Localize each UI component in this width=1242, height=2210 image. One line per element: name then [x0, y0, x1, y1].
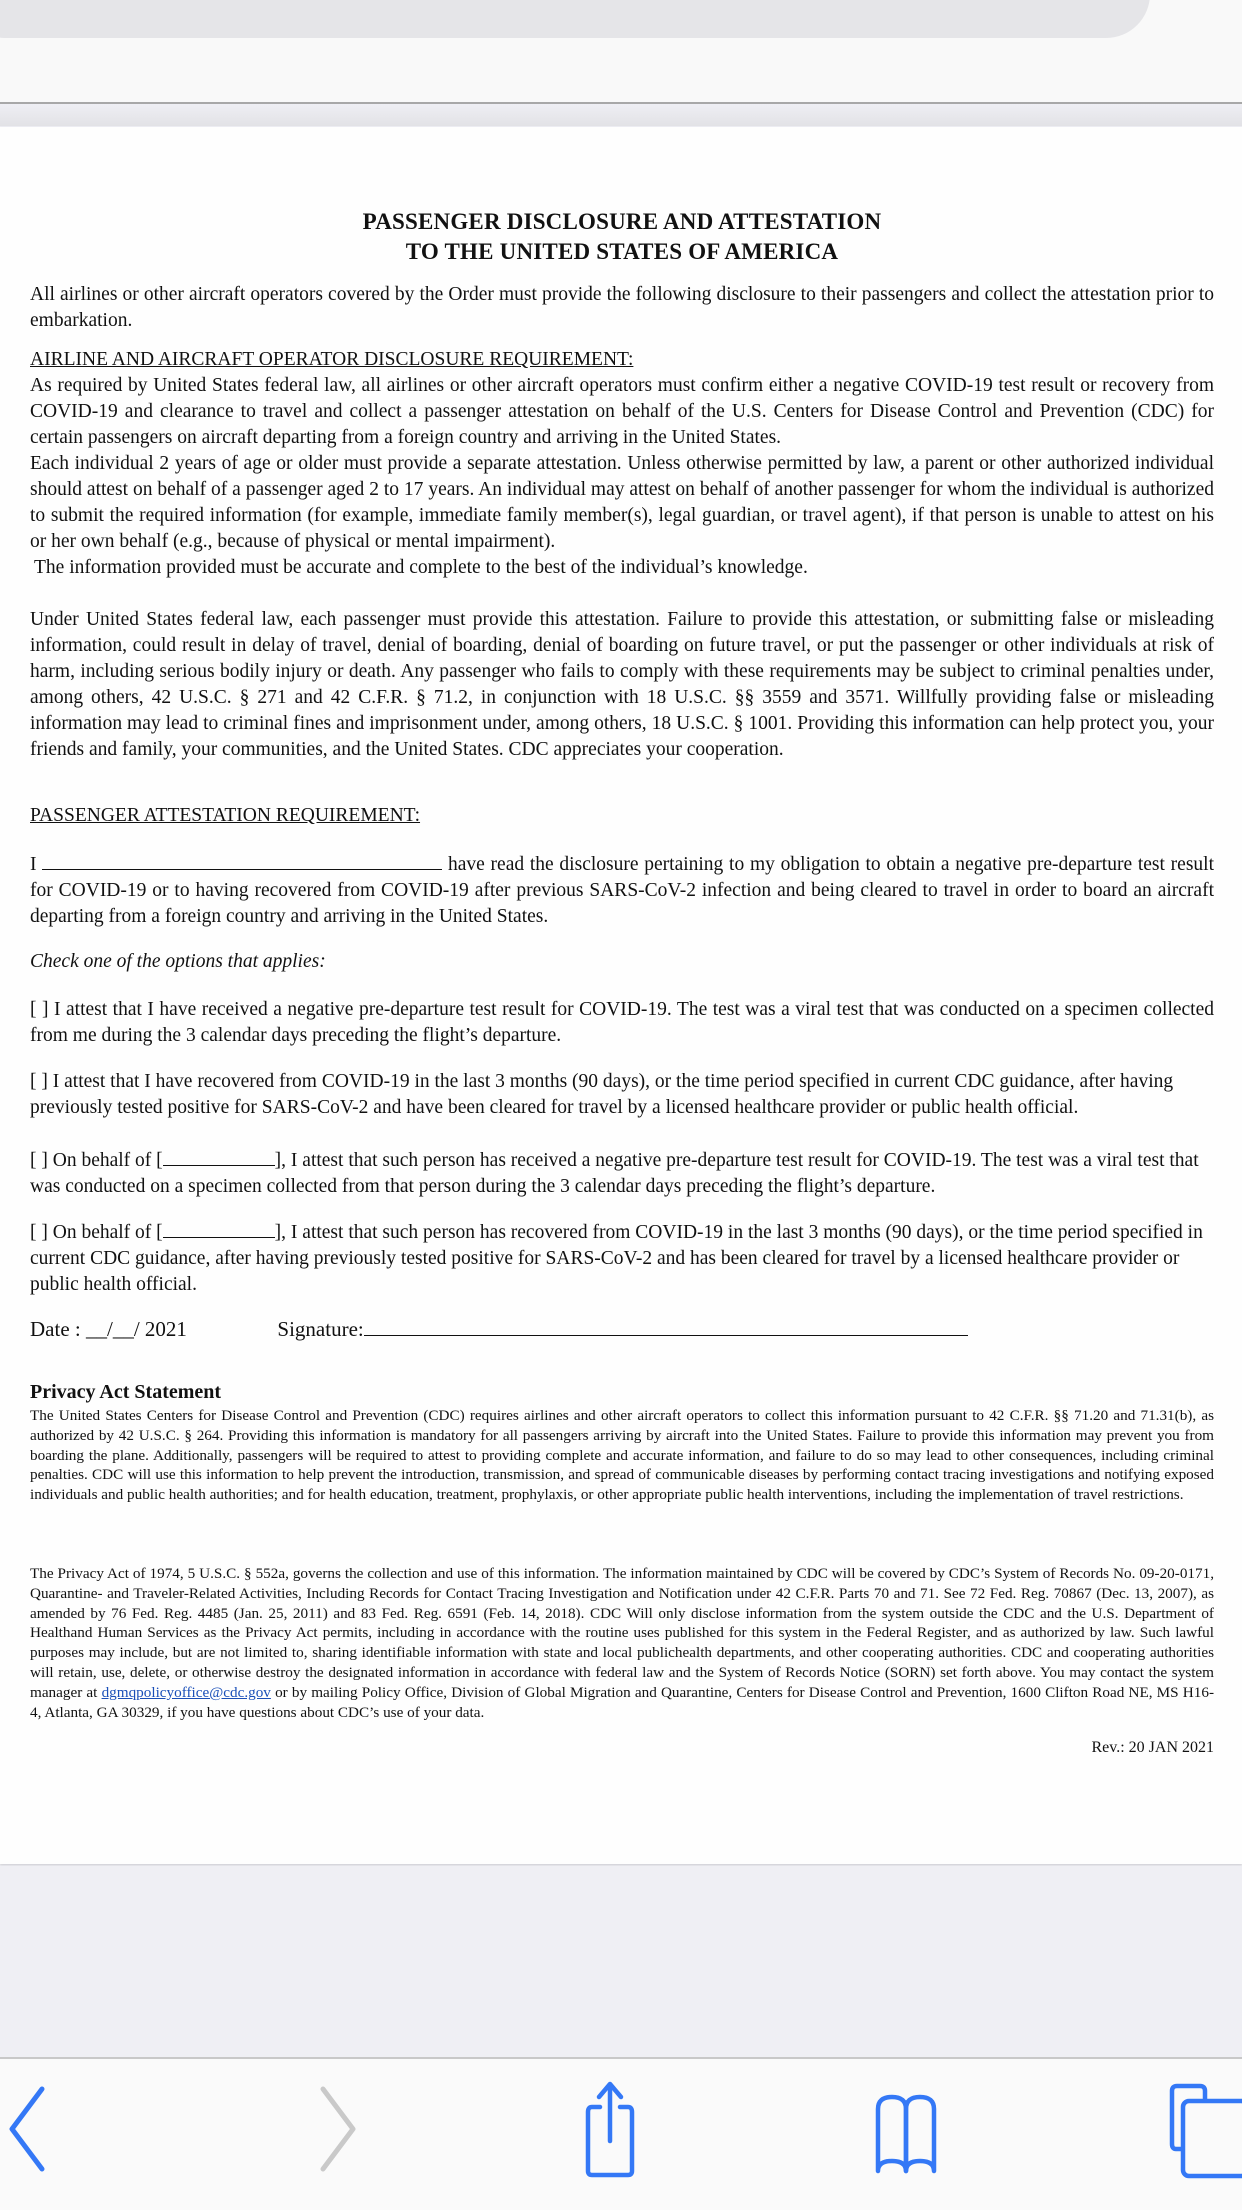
chevron-right-icon — [280, 2079, 370, 2179]
privacy-heading: Privacy Act Statement — [30, 1381, 222, 1403]
tabs-button[interactable] — [1160, 2079, 1242, 2179]
back-button[interactable] — [0, 2079, 90, 2179]
attestation-text: have read the disclosure pertaining to my obligation to obtain a negative pre-departure test result for COVID-19 or to having recovered from COVID-19 after previous SARS-CoV-2 infection and being cleared to travel in order to board an aircraft departing from a foreign country and arriving in the United States. — [30, 854, 1214, 927]
attestation-statement — [30, 851, 1214, 930]
option-3-suffix: ], — [274, 1150, 287, 1171]
revision-date: Rev.: 20 JAN 2021 — [1091, 1739, 1214, 1756]
option-2-checkbox[interactable]: [ ] — [30, 1071, 48, 1092]
option-4-text: I attest that such person has recovered from COVID-19 in the last 3 months (90 days), or the time period specified in current CDC guidance, after having previously tested positive for SARS-CoV-2 and has been cleared for travel by a licensed healthcare provider or public health official. — [30, 1222, 1203, 1295]
date-field[interactable]: __/__/ 2021 — [85, 1317, 187, 1341]
option-3-person-field[interactable] — [163, 1147, 275, 1166]
option-2 — [30, 1069, 1214, 1121]
forward-button[interactable] — [280, 2079, 370, 2179]
share-icon — [572, 2079, 662, 2179]
browser-bottom-toolbar — [0, 2057, 1242, 2210]
option-3-checkbox[interactable]: [ ] — [30, 1150, 48, 1171]
tabs-icon — [1160, 2079, 1242, 2179]
address-bar[interactable] — [0, 0, 1150, 38]
option-1-checkbox[interactable]: [ ] — [30, 999, 49, 1020]
privacy-paragraph-2-tail: or by mailing Policy Office, Division of Global Migration and Quarantine, Centers for Disease Control and Prevention, 1600 Clifton Road NE, MS H16-4, Atlanta, GA 30329, if you have questions about CDC’s use of your data. — [30, 1683, 1214, 1721]
document-title-line-2: TO THE UNITED STATES OF AMERICA — [405, 239, 839, 264]
document-title-line-1: PASSENGER DISCLOSURE AND ATTESTATION — [362, 209, 882, 234]
pdf-page — [0, 127, 1242, 1864]
privacy-paragraph-2-text: The Privacy Act of 1974, 5 U.S.C. § 552a, governs the collection and use of this information. The information maintained by CDC will be covered by CDC’s System of Records No. 09-20-0171, Quarantine- and Traveler-Related Activities, Including Records for Contact Tracing Investigation and Notification under 42 C.F.R. Parts 70 and 71. See 72 Fed. Reg. 70867 (Dec. 13, 2007), as amended by 76 Fed. Reg. 4485 (Jan. 25, 2011) and 83 Fed. Reg. 6591 (Feb. 14, 2018). CDC Will only disclose information from the system outside the CDC and the U.S. Department of Healthand Human Services as the Privacy Act permits, including in accordance with the routine uses published for this system in the Federal Register, and as authorized by law. Such lawful purposes may include, but are not limited to, sharing identifiable information with state and local publichealth departments, and other cooperating authorities. CDC and cooperating authorities will retain, use, delete, or otherwise destroy the designated information in accordance with federal law and the System of Records Notice (SORN) set forth above. You may contact the system manager at — [30, 1565, 1214, 1701]
option-4-suffix: ], — [274, 1222, 287, 1243]
privacy-paragraph-1: The United States Centers for Disease Control and Prevention (CDC) requires airlines and other aircraft operators to collect this information pursuant to 42 C.F.R. §§ 71.20 and 71.31(b), as authorized by 42 U.S.C. § 264. Providing this information is mandatory for all passengers arriving by aircraft into the United States. Failure to provide this information may prevent you from boarding the plane. Additionally, passengers will be required to attest to providing complete and accurate information, and failure to do so may lead to other consequences, including criminal penalties. CDC will use this information to help prevent the introduction, transmission, and spread of communicable diseases by performing contact tracing investigations and notifying exposed individuals and public health authorities; and for health education, treatment, prophylaxis, or other appropriate public health interventions, including the implementation of travel restrictions. — [30, 1407, 1214, 1504]
attestee-name-field[interactable] — [42, 851, 442, 870]
viewer-background-bottom — [0, 1866, 1242, 2056]
viewer-background — [0, 104, 1242, 126]
disclosure-paragraph-2: Each individual 2 years of age or older must provide a separate attestation. Unless otherwise permitted by law, a parent or other authorized individual should attest on behalf of a passenger aged 2 to 17 years. An individual may attest on behalf of another passenger for whom the individual is authorized to submit the required information (for example, immediate family member(s), legal guardian, or travel agent), if that person is unable to attest on his or her own behalf (e.g., because of physical or mental impairment). — [30, 453, 1214, 552]
disclosure-paragraph-3: The information provided must be accurate and complete to the best of the individual’s knowledge. — [34, 557, 808, 578]
option-1 — [30, 997, 1214, 1049]
signature-field[interactable] — [364, 1317, 968, 1336]
option-4-prefix: On behalf of [ — [52, 1222, 163, 1243]
date-label: Date : — [30, 1317, 81, 1341]
option-3-prefix: On behalf of [ — [52, 1150, 163, 1171]
privacy-paragraph-2 — [30, 1564, 1214, 1722]
chevron-left-icon — [0, 2079, 90, 2179]
option-4-checkbox[interactable]: [ ] — [30, 1222, 48, 1243]
bookmarks-button[interactable] — [866, 2079, 956, 2179]
intro-paragraph: All airlines or other aircraft operators covered by the Order must provide the following disclosure to their passengers and collect the attestation prior to embarkation. — [30, 284, 1214, 331]
section-heading-disclosure: AIRLINE AND AIRCRAFT OPERATOR DISCLOSURE REQUIREMENT: — [30, 349, 634, 370]
option-3 — [30, 1147, 1214, 1200]
disclosure-paragraph-4: Under United States federal law, each passenger must provide this attestation. Failure to provide this attestation, or submitting false or misleading information, could result in delay of travel, denial of boarding, denial of boarding on future travel, or put the passenger or other individuals at risk of harm, including serious bodily injury or death. Any passenger who fails to comply with these requirements may be subject to criminal penalties under, among others, 42 U.S.C. § 271 and 42 C.F.R. § 71.2, in conjunction with 18 U.S.C. §§ 3559 and 3571. Willfully providing false or misleading information may lead to criminal fines and imprisonment under, among others, 18 U.S.C. § 1001. Providing this information can help protect you, your friends and family, your communities, and the United States. CDC appreciates your cooperation. — [30, 609, 1214, 760]
option-3-text: I attest that such person has received a negative pre-departure test result for COVID-19. The test was a viral test that was conducted on a specimen collected from that person during the 3 calendar days preceding the flight’s departure. — [30, 1150, 1199, 1197]
option-4 — [30, 1219, 1214, 1298]
disclosure-paragraph-1: As required by United States federal law, all airlines or other aircraft operators must confirm either a negative COVID-19 test result or recovery from COVID-19 and clearance to travel and collect a passenger attestation on behalf of the U.S. Centers for Disease Control and Prevention (CDC) for certain passengers on aircraft departing from a foreign country and arriving in the United States. — [30, 375, 1214, 448]
privacy-email-link[interactable]: dgmqpolicyoffice@cdc.gov — [101, 1683, 271, 1701]
date-signature-row — [30, 1316, 1214, 1342]
signature-label: Signature: — [277, 1317, 364, 1341]
book-icon — [866, 2079, 956, 2179]
option-1-text: I attest that I have received a negative pre-departure test result for COVID-19. The test was a viral test that was conducted on a specimen collected from me during the 3 calendar days preceding the flight’s departure. — [30, 999, 1215, 1046]
check-instruction: Check one of the options that applies: — [30, 951, 326, 972]
browser-top-bar — [0, 0, 1242, 104]
share-button[interactable] — [572, 2079, 662, 2179]
section-heading-attestation: PASSENGER ATTESTATION REQUIREMENT: — [30, 805, 421, 826]
attestation-prefix: I — [30, 854, 37, 875]
option-4-person-field[interactable] — [163, 1219, 275, 1238]
option-2-text: I attest that I have recovered from COVID-19 in the last 3 months (90 days), or the time period specified in current CDC guidance, after having previously tested positive for SARS-CoV-2 and have been cleared for travel by a licensed healthcare provider or public health official. — [30, 1071, 1174, 1118]
